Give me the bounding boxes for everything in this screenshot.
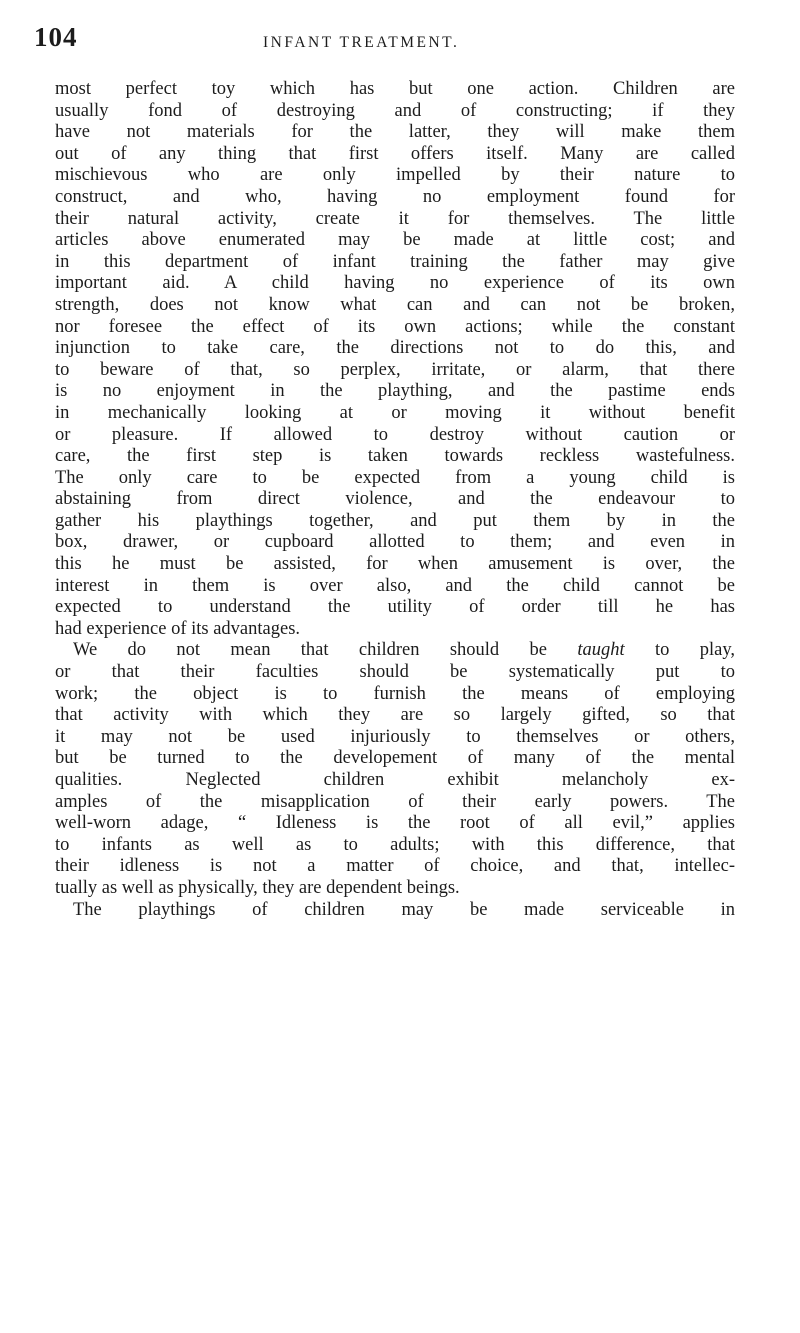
text-line: that activity with which they are so largely gifted, so that (55, 705, 735, 726)
text-line: nor foresee the effect of its own actions; while the constant (55, 316, 735, 337)
page-header (0, 22, 800, 62)
text-line: their natural activity, create it for themselves. The little (55, 208, 735, 229)
text-line: in this department of infant training the father may give (55, 251, 735, 272)
text-line: have not materials for the latter, they will make them (55, 122, 735, 143)
text-line: usually fond of destroying and of constructing; if they (55, 100, 735, 121)
text-line: interest in them is over also, and the child cannot be (55, 575, 735, 596)
text-line: it may not be used injuriously to themselves or others, (55, 726, 735, 747)
text-line: expected to understand the utility of order till he has (55, 597, 735, 618)
text-line: well-worn adage, “ Idleness is the root of all evil,” applies (55, 813, 735, 834)
paragraph-start-line: The playthings of children may be made serviceable in (73, 899, 735, 920)
text-line: construct, and who, having no employment found for (55, 186, 735, 207)
text-line: qualities. Neglected children exhibit melancholy ex- (55, 770, 735, 790)
text-line: to infants as well as to adults; with this difference, that (55, 834, 735, 855)
text-line: injunction to take care, the directions not to do this, and (55, 338, 735, 359)
body-text (55, 79, 735, 921)
text-line: important aid. A child having no experience of its own (55, 273, 735, 294)
paragraph-start-line: We do not mean that children should be taught to play, (73, 640, 735, 661)
text-line: is no enjoyment in the plaything, and the pastime ends (55, 381, 735, 402)
text-line: articles above enumerated may be made at little cost; and (55, 230, 735, 251)
text-line: to beware of that, so perplex, irritate, or alarm, that there (55, 359, 735, 380)
text-line: care, the first step is taken towards reckless wastefulness. (55, 446, 735, 467)
text-line: strength, does not know what can and can not be broken, (55, 294, 735, 315)
text-line: out of any thing that first offers itself. Many are called (55, 143, 735, 164)
text-line: or that their faculties should be systematically put to (55, 662, 735, 683)
text-line: but be turned to the developement of many of the mental (55, 748, 735, 769)
text-line: amples of the misapplication of their early powers. The (55, 791, 735, 812)
text-line: mischievous who are only impelled by their nature to (55, 165, 735, 186)
running-head: INFANT TREATMENT. (263, 34, 460, 51)
paragraph-end-line: had experience of its advantages. (55, 618, 301, 639)
text-line: work; the object is to furnish the means of employing (55, 683, 735, 704)
text-line: or pleasure. If allowed to destroy without caution or (55, 424, 735, 445)
text-line: gather his playthings together, and put them by in the (55, 510, 735, 531)
text-line: most perfect toy which has but one action. Children are (55, 79, 735, 99)
text-line: this he must be assisted, for when amusement is over, the (55, 554, 735, 575)
text-line: in mechanically looking at or moving it without benefit (55, 402, 735, 423)
text-line: The only care to be expected from a young child is (55, 467, 735, 488)
text-line: box, drawer, or cupboard allotted to them; and even in (55, 532, 735, 553)
paragraph-end-line: tually as well as physically, they are dependent beings. (55, 877, 460, 898)
text-line: their idleness is not a matter of choice, and that, intellec- (55, 856, 735, 877)
emphasized-word: taught (577, 640, 625, 661)
page-number: 104 (34, 22, 78, 52)
text-line: abstaining from direct violence, and the endeavour to (55, 489, 735, 510)
